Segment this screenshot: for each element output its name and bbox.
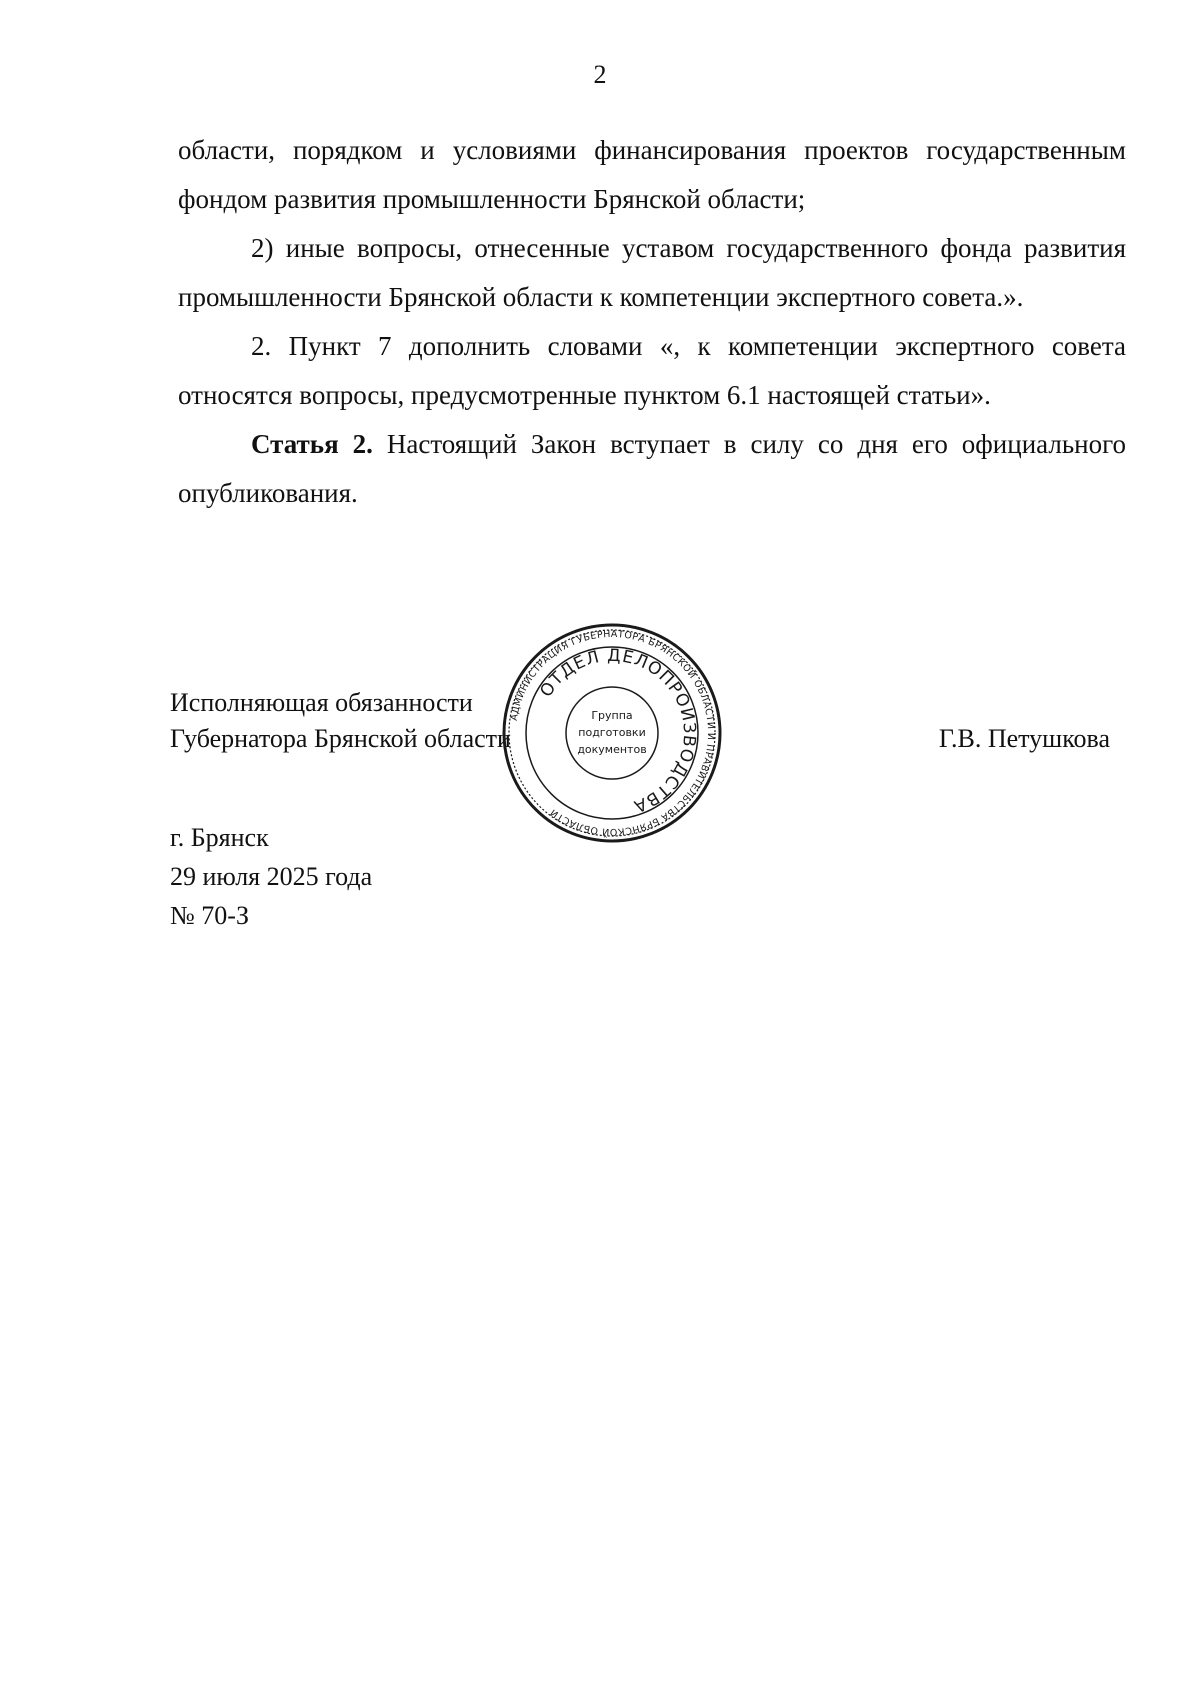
official-seal [497, 622, 727, 844]
paragraph-point-2: 2. Пункт 7 дополнить словами «, к компетенции экспертного совета относятся вопросы, предусмотренные пунктом 6.1 настоящей статьи». [178, 331, 1126, 410]
page-number: 2 [593, 60, 607, 89]
article-text: Настоящий Закон вступает в силу со дня его официального опубликования. [178, 429, 1127, 508]
seal-center-line1: Группа [591, 709, 633, 722]
date: 29 июля 2025 года [170, 862, 373, 891]
seal-graphic [497, 622, 727, 844]
city: г. Брянск [170, 823, 269, 852]
place-date-number [170, 818, 372, 935]
article-heading: Статья 2. [251, 429, 373, 459]
seal-middle-text: ОТДЕЛ ДЕЛОПРОИЗВОДСТВА [536, 645, 700, 817]
seal-outer-text: АДМИНИСТРАЦИЯ ГУБЕРНАТОРА БРЯНСКОЙ ОБЛАСТИ И ПРАВИТЕЛЬСТВА БРЯНСКОЙ ОБЛАСТИ [508, 628, 717, 838]
law-number: № 70-З [170, 901, 249, 930]
signature-title-line2: Губернатора Брянской области [170, 724, 511, 753]
signer-name: Г.В. Петушкова [938, 724, 1110, 753]
signature-position [170, 685, 511, 757]
paragraph-article-2 [178, 420, 1126, 518]
document-body [178, 126, 1126, 518]
seal-center-line2: подготовки [578, 726, 646, 739]
seal-center-line3: документов [577, 743, 647, 756]
paragraph-item-2: 2) иные вопросы, отнесенные уставом государственного фонда развития промышленности Брянской области к компетенции экспертного совета.». [178, 233, 1126, 312]
paragraph-continuation: области, порядком и условиями финансирования проектов государственным фондом развития промышленности Брянской области; [178, 135, 1126, 214]
signature-title-line1: Исполняющая обязанности [170, 688, 473, 717]
